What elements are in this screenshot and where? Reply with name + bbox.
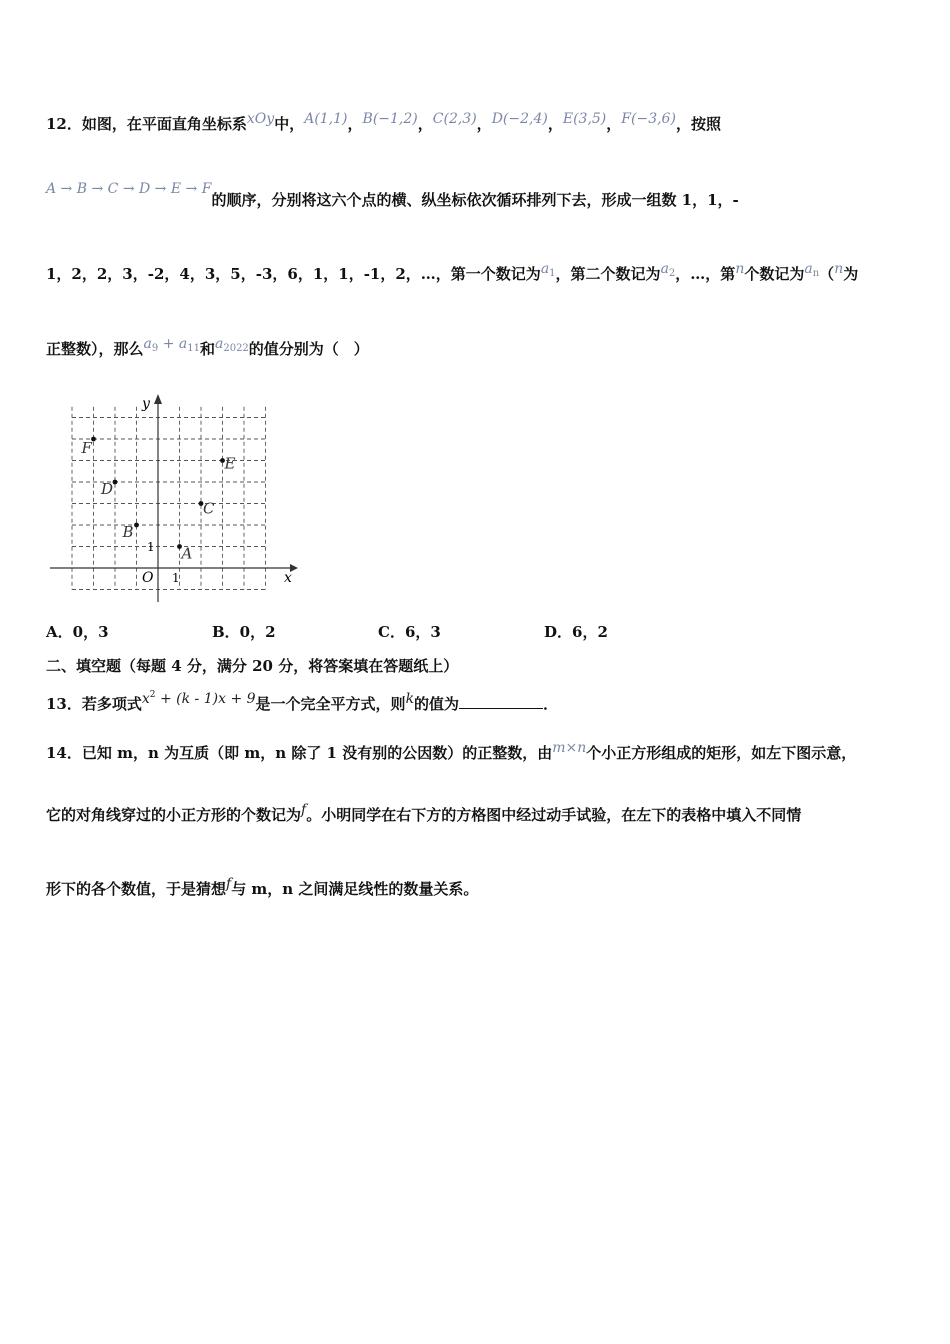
q12-point-c: C(2,3)	[432, 111, 477, 127]
q12-text-11: 正整数），那么	[46, 340, 144, 358]
q12-n2: n	[834, 261, 844, 277]
q14-number: 14．	[46, 744, 82, 762]
q12-a1	[541, 261, 556, 277]
q12-line-3	[46, 261, 859, 287]
q14-text-4: 。小明同学在右下方的方格图中经过动手试验，在左下的表格中填入不同情	[306, 806, 802, 824]
q12-an-base: a	[804, 261, 813, 277]
q12-line-2	[46, 181, 739, 211]
q12-point-d: D(−2,4)	[491, 111, 548, 127]
q13-line	[46, 690, 559, 717]
q12-a2-base: a	[660, 261, 669, 277]
q12-a2022-base: a	[214, 336, 224, 352]
y-axis-arrow	[154, 394, 162, 404]
q13-poly-x: x	[141, 691, 150, 707]
q14-line-3	[46, 876, 479, 900]
q12-text-5: 1，2，2，3，-2，4，3，5，-3，6，1，1，-1，2，…，第一个数记为	[46, 265, 541, 283]
q14-text-5: 形下的各个数值，于是猜想	[46, 880, 227, 898]
option-b[interactable]: B．0，2	[212, 623, 276, 641]
q12-text-7: ，…，第	[675, 265, 736, 283]
q12-expr-a9: a	[143, 336, 152, 352]
q12-point-e: E(3,5)	[562, 111, 607, 127]
q13-text-3: 的值为	[414, 695, 460, 713]
q12-options	[46, 622, 710, 642]
q12-a2	[661, 261, 676, 277]
x-unit-label: 1	[172, 571, 180, 585]
q13-answer-blank[interactable]	[459, 694, 543, 709]
q13-polynomial	[142, 691, 256, 707]
q12-number: 12．	[46, 115, 82, 133]
q12-sep: ，	[347, 115, 363, 133]
q12-point-f: F(−3,6)	[621, 111, 676, 127]
q12-n: n	[735, 261, 745, 277]
q12-a2022	[215, 336, 249, 352]
q13-k: k	[405, 691, 415, 707]
q14-line-2	[46, 802, 802, 826]
option-c[interactable]: C．6，3	[378, 623, 441, 641]
q14-text-2: 个小正方形组成的矩形，如左下图示意，	[586, 744, 857, 762]
q12-expr-plus: + a	[158, 336, 188, 352]
option-a[interactable]: A．0，3	[46, 623, 109, 641]
q12-text-6: ，第二个数记为	[555, 265, 661, 283]
q12-expression	[144, 336, 200, 352]
q12-sep: ，	[417, 115, 433, 133]
option-d[interactable]: D．6，2	[544, 623, 608, 641]
q12-line-1	[46, 111, 721, 135]
q12-text-4: 的顺序，分别将这六个点的横、纵坐标依次循环排列下去，形成一组数 1，1，-	[211, 191, 739, 209]
q14-f2: f	[226, 876, 232, 892]
q12-text-9: （	[819, 265, 835, 283]
q14-text-1: 已知 m，n 为互质（即 m，n 除了 1 没有别的公因数）的正整数，由	[81, 744, 553, 762]
q13-poly-exp: 2	[149, 690, 156, 700]
q14-f: f	[301, 802, 307, 818]
q12-text-3: ，按照	[675, 115, 721, 133]
q12-point-a: A(1,1)	[304, 111, 348, 127]
y-axis-label: y	[142, 396, 150, 412]
q12-text-8: 个数记为	[744, 265, 805, 283]
q14-text-3: 它的对角线穿过的小正方形的个数记为	[46, 806, 302, 824]
q13-poly-rest: + (k - 1)x + 9	[155, 691, 256, 707]
q14-line-1	[46, 740, 857, 764]
q13-text-1: 若多项式	[81, 695, 142, 713]
point-label-c: C	[203, 499, 215, 518]
q12-text-1: 如图，在平面直角坐标系	[81, 115, 247, 133]
q12-point-b: B(−1,2)	[362, 111, 418, 127]
q13-number: 13．	[46, 695, 82, 713]
q12-expr-a11-sub: 11	[187, 343, 200, 354]
q12-text-2: 中，	[274, 115, 305, 133]
q12-and: 和	[199, 340, 215, 358]
q12-a2-sub: 2	[668, 268, 676, 279]
q12-chain: A → B → C → D → E → F	[46, 181, 212, 197]
point-label-a: A	[181, 544, 193, 563]
point-label-d: D	[101, 480, 114, 498]
q14-text-6: 与 m，n 之间满足线性的数量关系。	[231, 880, 479, 898]
q12-sep: ，	[547, 115, 563, 133]
q12-line-4	[46, 336, 369, 362]
q12-a1-base: a	[540, 261, 550, 277]
q13-text-4: ．	[543, 695, 559, 713]
q12-xoy: xOy	[246, 111, 275, 127]
x-axis-label: x	[284, 570, 292, 586]
q12-text-10: 为	[843, 265, 859, 283]
point-label-e: E	[224, 454, 236, 473]
q12-expr-a9-sub: 9	[151, 343, 159, 354]
point-b	[134, 523, 139, 528]
coordinate-graph	[46, 392, 306, 608]
q12-an-sub: n	[812, 268, 820, 279]
q12-a1-sub: 1	[549, 268, 556, 279]
q12-an	[804, 261, 819, 277]
q12-sep: ，	[476, 115, 492, 133]
y-unit-label: 1	[147, 540, 155, 554]
q12-a2022-sub: 2022	[223, 343, 249, 354]
q12-sep: ，	[606, 115, 622, 133]
point-label-f: F	[81, 439, 92, 457]
point-d	[113, 480, 118, 485]
q14-mn: m×n	[552, 740, 587, 756]
q12-text-12: 的值分别为（ ）	[248, 340, 369, 358]
origin-label: O	[142, 570, 154, 586]
section-2-title: 二、填空题（每题 4 分，满分 20 分，将答案填在答题纸上）	[46, 657, 459, 675]
q13-text-2: 是一个完全平方式，则	[255, 695, 406, 713]
dashed-grid	[72, 407, 266, 590]
point-label-b: B	[122, 523, 134, 541]
